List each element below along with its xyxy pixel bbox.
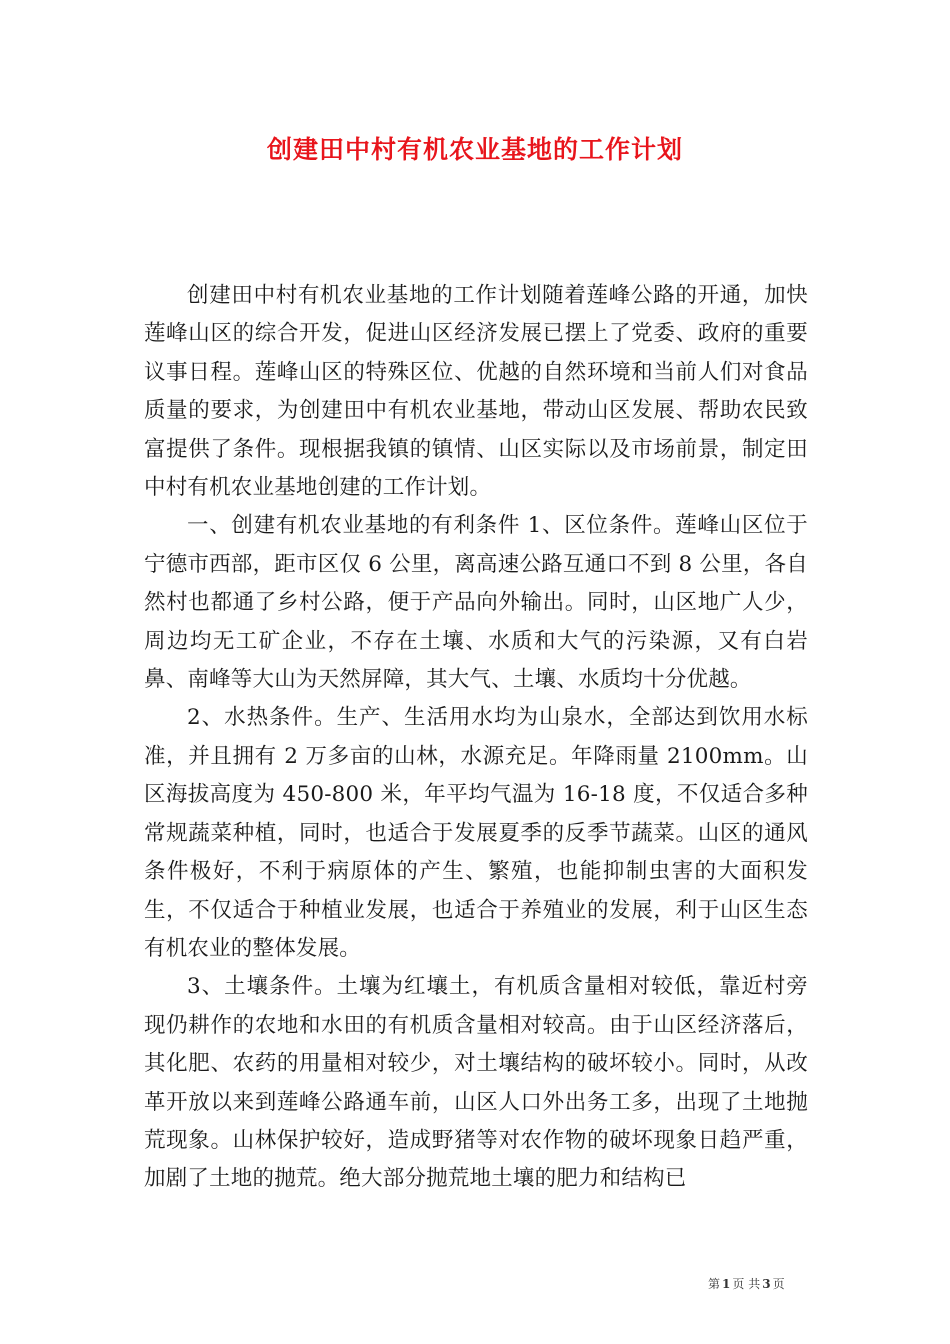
footer-current-page: 1: [722, 1277, 731, 1291]
footer-total-pages: 3: [762, 1277, 771, 1291]
document-body: [144, 277, 808, 1199]
footer-prefix: 第: [708, 1277, 721, 1291]
paragraph-location: 一、创建有机农业基地的有利条件 1、区位条件。莲峰山区位于宁德市西部，距市区仅 6 公里，离高速公路互通口不到 8 公里，各自然村也都通了乡村公路，便于产品向外输出。同时，山区地广人少，周边均无工矿企业，不存在土壤、水质和大气的污染源，又有白岩鼻、南峰等大山为天然屏障，其大气、土壤、水质均十分优越。: [144, 513, 808, 693]
page-title: 创建田中村有机农业基地的工作计划: [266, 135, 683, 164]
page-number-footer: [708, 1276, 785, 1292]
paragraph-water-heat: 2、水热条件。生产、生活用水均为山泉水，全部达到饮用水标准，并且拥有 2 万多亩的山林，水源充足。年降雨量 2100mm。山区海拔高度为 450-800 米，年平均气温为 16-18 度，不仅适合多种常规蔬菜种植，同时，也适合于发展夏季的反季节蔬菜。山区的通风条件极好，不利于病原体的产生、繁殖，也能抑制虫害的大面积发生，不仅适合于种植业发展，也适合于养殖业的发展，利于山区生态有机农业的整体发展。: [144, 705, 808, 961]
paragraph-soil: 3、土壤条件。土壤为红壤土，有机质含量相对较低，靠近村旁现仍耕作的农地和水田的有机质含量相对较高。由于山区经济落后，其化肥、农药的用量相对较少，对土壤结构的破坏较小。同时，从改革开放以来到莲峰公路通车前，山区人口外出务工多，出现了土地抛荒现象。山林保护较好，造成野猪等对农作物的破坏现象日趋严重，加剧了土地的抛荒。绝大部分抛荒地土壤的肥力和结构已: [144, 974, 808, 1192]
paragraph-intro: 创建田中村有机农业基地的工作计划随着莲峰公路的开通，加快莲峰山区的综合开发，促进山区经济发展已摆上了党委、政府的重要议事日程。莲峰山区的特殊区位、优越的自然环境和当前人们对食品质量的要求，为创建田中有机农业基地，带动山区发展、帮助农民致富提供了条件。现根据我镇的镇情、山区实际以及市场前景，制定田中村有机农业基地创建的工作计划。: [144, 283, 808, 501]
footer-suffix: 页: [772, 1277, 785, 1291]
footer-middle: 页 共: [732, 1277, 761, 1291]
